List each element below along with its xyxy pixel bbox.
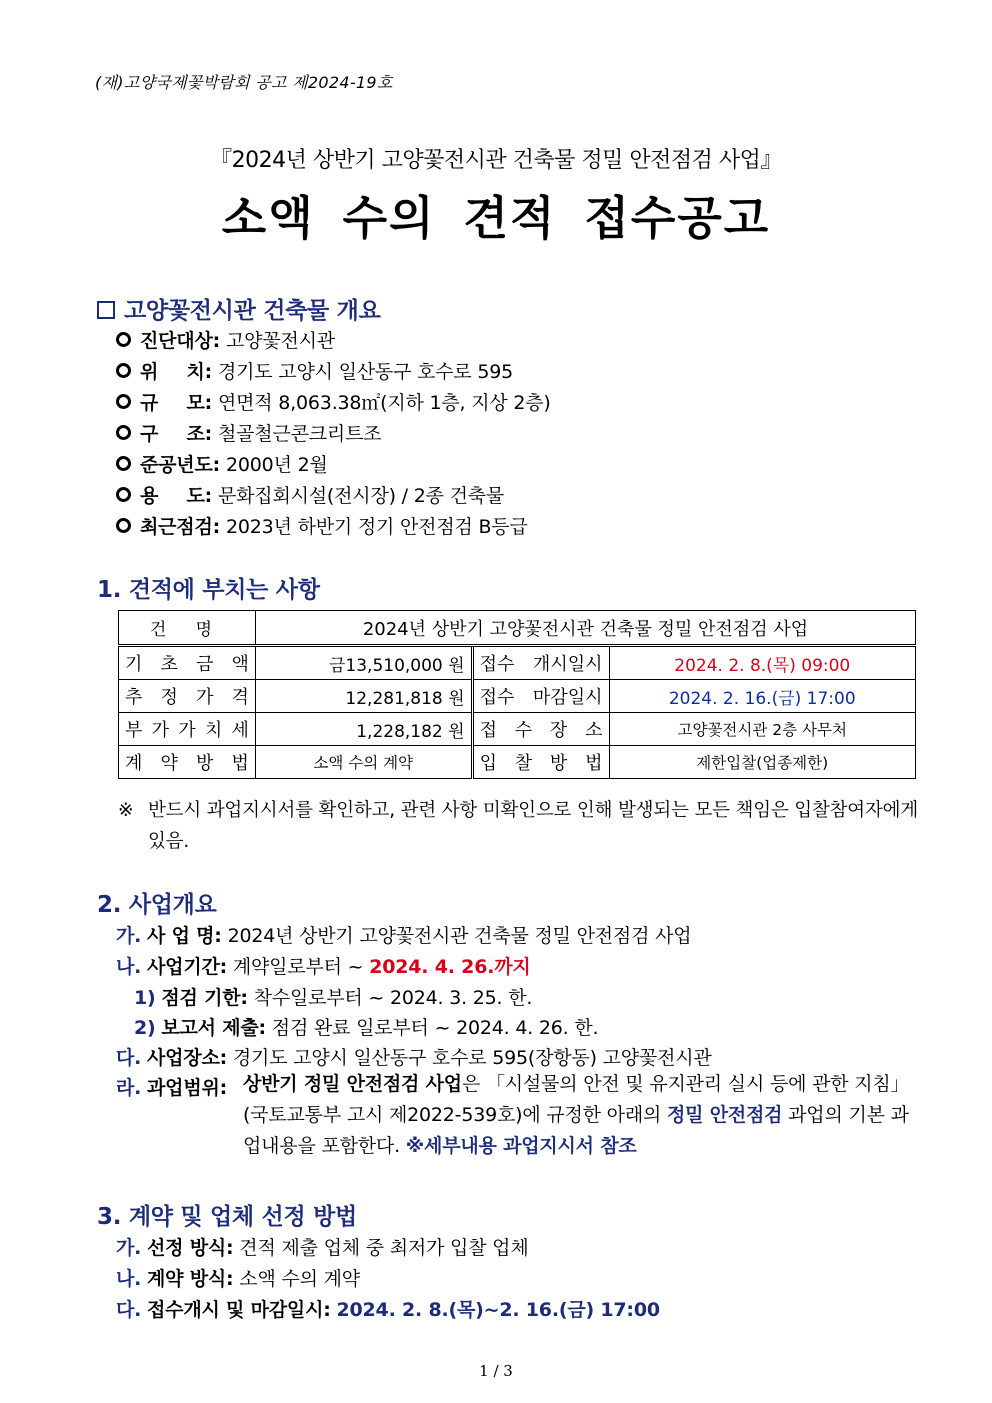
document-title: 소액 수의 견적 접수공고 [221, 191, 771, 245]
scope-text: 상반기 정밀 안전점검 사업은 「시설물의 안전 및 유지관리 실시 등에 관한 지침」(국토교통부 고시 제2022-539호)에 규정한 아래의 정밀 안전점검 과업의 기본 과업내용을 포함한다. ※세부내용 과업지시서 참조 [243, 1073, 910, 1157]
estimated-price-value: 12,281,818 원 [255, 680, 472, 713]
overview-item-completion-year: 준공년도: 2000년 2월 [116, 450, 328, 477]
section3-heading: 3. 계약 및 업체 선정 방법 [97, 1204, 357, 1230]
estimated-price-label: 추 정 가 격 [119, 680, 256, 713]
contract-method-row: 나. 계약 방식: 소액 수의 계약 [116, 1268, 360, 1290]
task-order-reference: ※세부내용 과업지시서 참조 [405, 1135, 637, 1157]
page-number: 1 / 3 [479, 1362, 513, 1380]
selection-method-row: 가. 선정 방식: 견적 제출 업체 중 최저가 입찰 업체 [116, 1237, 529, 1259]
submission-period-row: 다. 접수개시 및 마감일시: 2024. 2. 8.(목)~2. 16.(금) 17:00 [116, 1299, 660, 1321]
project-period-row: 나. 사업기간: 계약일로부터 ~ 2024. 4. 26.까지 [116, 956, 531, 978]
reference-mark: ※ [118, 800, 134, 821]
overview-item-structure: 구 조: 철골철근콘크리트조 [116, 419, 381, 446]
bullet-circle-icon [116, 394, 131, 409]
section1-heading: 1. 견적에 부치는 사항 [97, 577, 320, 603]
overview-item-scale: 규 모: 연면적 8,063.38㎡(지하 1층, 지상 2층) [116, 388, 551, 415]
base-amount-label: 기 초 금 액 [119, 646, 256, 680]
close-datetime-label: 접수 마감일시 [472, 680, 609, 713]
bid-method-label: 입 찰 방 법 [472, 746, 609, 779]
table-row [119, 646, 916, 680]
report-submission-row: 2) 보고서 제출: 점검 완료 일로부터 ~ 2024. 4. 26. 한. [134, 1017, 599, 1039]
table-row [119, 713, 916, 746]
submission-place-value: 고양꽃전시관 2층 사무처 [609, 713, 916, 746]
bid-info-table [118, 610, 916, 779]
contract-method-value: 소액 수의 계약 [255, 746, 472, 779]
contract-method-label: 계 약 방 법 [119, 746, 256, 779]
project-name-label: 건 명 [119, 611, 256, 646]
project-name-row: 가. 사 업 명: 2024년 상반기 고양꽃전시관 건축물 정밀 안전점검 사업 [116, 925, 692, 947]
responsibility-note [118, 795, 918, 857]
overview-item-target: 진단대상: 고양꽃전시관 [116, 326, 335, 353]
bullet-circle-icon [116, 332, 131, 347]
open-datetime-value: 2024. 2. 8.(목) 09:00 [609, 646, 916, 680]
overview-item-location: 위 치: 경기도 고양시 일산동구 호수로 595 [116, 357, 513, 384]
overview-heading: 고양꽃전시관 건축물 개요 [97, 292, 381, 325]
table-row [119, 680, 916, 713]
bid-method-value: 제한입찰(업종제한) [609, 746, 916, 779]
section2-heading: 2. 사업개요 [97, 892, 217, 918]
inspection-deadline-row: 1) 점검 기한: 착수일로부터 ~ 2024. 3. 25. 한. [134, 987, 533, 1009]
document-subtitle: 『2024년 상반기 고양꽃전시관 건축물 정밀 안전점검 사업』 [210, 148, 782, 173]
base-amount-value: 금13,510,000 원 [255, 646, 472, 680]
scope-label-row: 라. 과업범위: [116, 1077, 228, 1099]
deadline-date: 2024. 4. 26.까지 [369, 956, 531, 978]
table-row [119, 611, 916, 646]
precision-inspection-highlight: 정밀 안전점검 [666, 1104, 783, 1126]
overview-item-usage: 용 도: 문화집회시설(전시장) / 2종 건축물 [116, 481, 504, 508]
vat-label: 부 가 가 치 세 [119, 713, 256, 746]
overview-item-recent-inspection: 최근점검: 2023년 하반기 정기 안전점검 B등급 [116, 512, 528, 539]
close-datetime-value: 2024. 2. 16.(금) 17:00 [609, 680, 916, 713]
bullet-circle-icon [116, 456, 131, 471]
table-row [119, 746, 916, 779]
checkbox-square-icon [97, 301, 115, 319]
bullet-circle-icon [116, 425, 131, 440]
notice-number: (재)고양국제꽃박람회 공고 제2024-19호 [95, 73, 393, 92]
bullet-circle-icon [116, 487, 131, 502]
project-location-row: 다. 사업장소: 경기도 고양시 일산동구 호수로 595(장항동) 고양꽃전시관 [116, 1047, 712, 1069]
note-text: 반드시 과업지시서를 확인하고, 관련 사항 미확인으로 인해 발생되는 모든 책임은 입찰참여자에게 있음. [148, 800, 918, 852]
vat-value: 1,228,182 원 [255, 713, 472, 746]
bullet-circle-icon [116, 518, 131, 533]
submission-place-label: 접 수 장 소 [472, 713, 609, 746]
project-name-value: 2024년 상반기 고양꽃전시관 건축물 정밀 안전점검 사업 [255, 611, 915, 646]
open-datetime-label: 접수 개시일시 [472, 646, 609, 680]
bullet-circle-icon [116, 363, 131, 378]
